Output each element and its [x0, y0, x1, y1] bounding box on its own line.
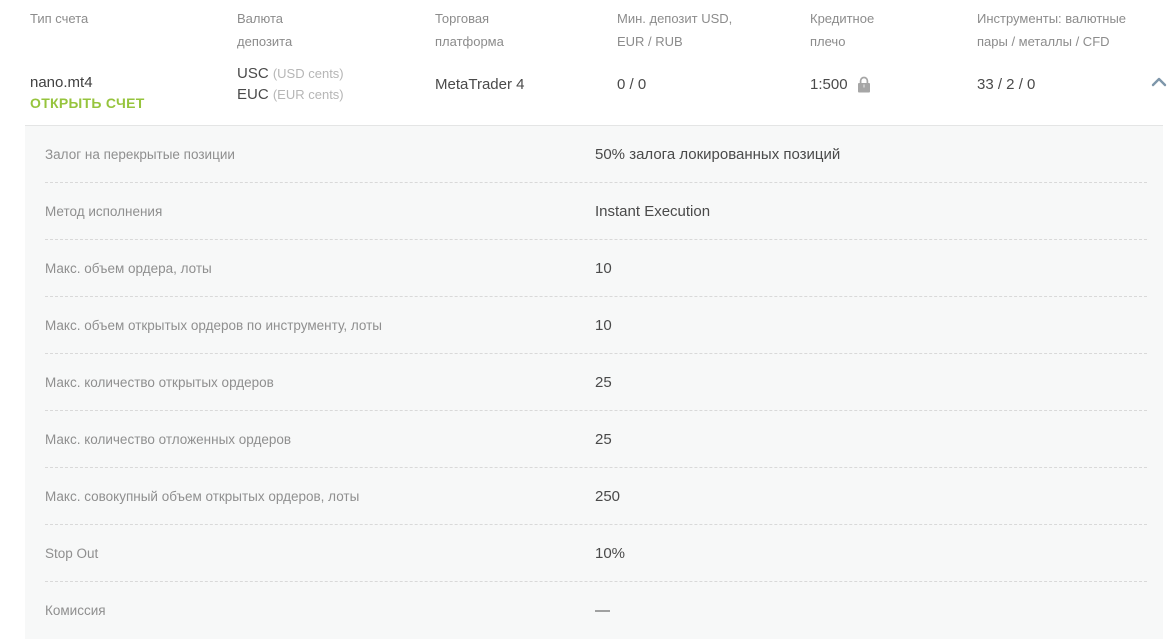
currency-code: USC	[237, 65, 269, 82]
detail-value: 50% залога локированных позиций	[595, 145, 841, 163]
header-line: платформа	[435, 34, 504, 49]
platform-cell: MetaTrader 4	[435, 76, 525, 93]
header-line: Мин. депозит USD,	[617, 11, 733, 26]
detail-label: Макс. количество открытых ордеров	[45, 374, 274, 390]
currency-note: (EUR cents)	[272, 87, 344, 102]
currency-note: (USD cents)	[272, 66, 344, 81]
column-header-min-deposit	[617, 7, 732, 53]
detail-row-max-pending-orders	[45, 411, 1147, 468]
detail-label: Комиссия	[45, 603, 106, 618]
detail-label: Макс. количество отложенных ордеров	[45, 431, 292, 447]
detail-value: 10%	[595, 544, 626, 562]
detail-row-execution-method	[45, 183, 1147, 240]
account-type-name: nano.mt4	[30, 74, 93, 91]
column-header-trading-platform	[435, 7, 504, 53]
column-header-instruments	[977, 7, 1126, 53]
header-line: Тип счета	[30, 11, 89, 26]
detail-value: 25	[595, 430, 612, 448]
chevron-up-icon[interactable]	[1144, 71, 1173, 93]
detail-row-margin-hedged	[45, 126, 1147, 183]
detail-row-stop-out	[45, 525, 1147, 582]
header-line: Кредитное	[810, 11, 875, 26]
detail-value: Instant Execution	[595, 202, 711, 220]
account-type-cell	[30, 74, 145, 112]
detail-value: 10	[595, 259, 612, 277]
header-line: плечо	[810, 34, 846, 49]
header-line: депозита	[237, 34, 293, 49]
column-header-leverage	[810, 7, 874, 53]
detail-label: Метод исполнения	[45, 203, 163, 219]
detail-label: Stop Out	[45, 545, 99, 561]
leverage-cell	[810, 76, 871, 93]
header-line: Валюта	[237, 11, 283, 26]
detail-row-max-open-volume-per-instrument	[45, 297, 1147, 354]
detail-row-max-open-orders	[45, 354, 1147, 411]
detail-row-commission	[45, 582, 1147, 639]
account-summary-row	[0, 0, 1173, 125]
detail-row-max-order-volume	[45, 240, 1147, 297]
instruments-cell: 33 / 2 / 0	[977, 76, 1036, 93]
currency-line	[237, 63, 344, 84]
detail-label: Макс. объем открытых ордеров по инструменту, лоты	[45, 317, 382, 333]
header-line: Торговая	[435, 11, 490, 26]
detail-label: Залог на перекрытые позиции	[45, 146, 235, 162]
currency-code: EUC	[237, 86, 269, 103]
min-deposit-cell: 0 / 0	[617, 76, 647, 93]
detail-label: Макс. объем ордера, лоты	[45, 260, 212, 276]
column-header-account-type	[30, 7, 88, 30]
detail-value: —	[595, 602, 610, 619]
detail-value: 10	[595, 316, 612, 334]
currency-line	[237, 84, 344, 105]
detail-value: 25	[595, 373, 612, 391]
detail-row-max-total-open-volume	[45, 468, 1147, 525]
open-account-link[interactable]: ОТКРЫТЬ СЧЕТ	[30, 95, 145, 111]
header-line: Инструменты: валютные	[977, 11, 1127, 26]
header-line: пары / металлы / CFD	[977, 34, 1110, 49]
header-line: EUR / RUB	[617, 34, 683, 49]
detail-value: 250	[595, 487, 621, 505]
detail-label: Макс. совокупный объем открытых ордеров, лоты	[45, 488, 360, 504]
account-details-panel	[25, 125, 1163, 639]
deposit-currency-cell	[237, 63, 344, 105]
lock-icon	[857, 76, 871, 93]
leverage-value: 1:500	[810, 76, 848, 93]
column-header-deposit-currency	[237, 7, 292, 53]
